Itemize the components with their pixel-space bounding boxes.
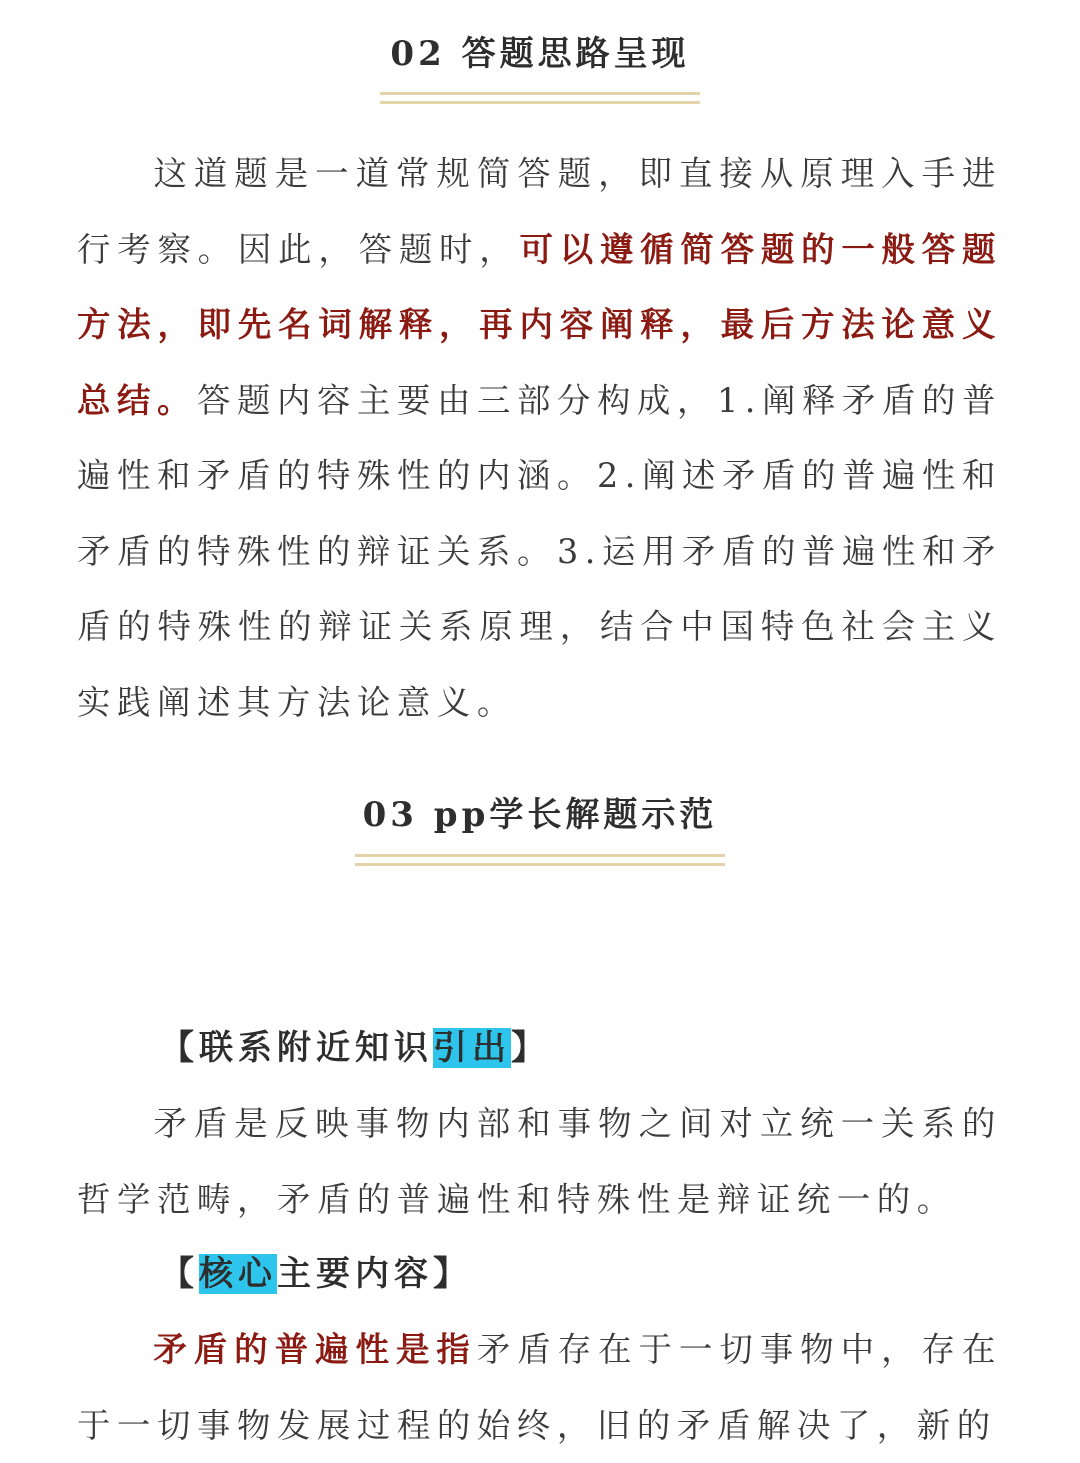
universality-text: 矛盾存在于一切事物中，存在于一切事物发展过程的始终，旧的矛盾解决了，新的 bbox=[77, 1330, 1002, 1445]
section-title-answer-approach: 02 答题思路呈现 bbox=[390, 34, 690, 74]
bracket-close: 】 bbox=[433, 1254, 472, 1294]
bracket-open: 【 bbox=[160, 1028, 199, 1068]
bracket-close: 】 bbox=[511, 1028, 550, 1068]
definition-text: 矛盾是反映事物内部和事物之间对立统一关系的哲学范畴，矛盾的普遍性和特殊性是辩证统一的。 bbox=[77, 1104, 1002, 1219]
contradiction-definition-paragraph bbox=[77, 1086, 1002, 1237]
paragraph-structure-text: 答题内容主要由三部分构成，1.阐释矛盾的普遍性和矛盾的特殊性的内涵。2.阐述矛盾的普遍性和矛盾的特殊性的辩证关系。3.运用矛盾的普遍性和矛盾的特殊性的辩证关系原理，结合中国特色社会主义实践阐述其方法论意义。 bbox=[77, 380, 1002, 722]
subhead-related-knowledge bbox=[160, 1023, 550, 1073]
subhead-text: 主要内容 bbox=[277, 1254, 433, 1294]
universality-paragraph bbox=[77, 1312, 1002, 1463]
answer-approach-paragraph bbox=[77, 136, 1002, 740]
highlighted-text: 核心 bbox=[199, 1254, 277, 1294]
highlighted-text: 引出 bbox=[433, 1028, 511, 1068]
title-underline-03 bbox=[355, 854, 725, 866]
subhead-text: 联系附近知识 bbox=[199, 1028, 433, 1068]
emphasis-method-text: 可以遵循简答题的一般答题方法，即先名词解释，再内容阐释，最后方法论意义总结。 bbox=[77, 229, 1002, 420]
bracket-open: 【 bbox=[160, 1254, 199, 1294]
title-underline-02 bbox=[380, 92, 700, 104]
paragraph-intro-text: 这道题是一道常规简答题，即直接从原理入手进行考察。因此，答题时， bbox=[77, 154, 1002, 269]
subhead-core-content bbox=[160, 1249, 472, 1299]
section-title-solution-demo: 03 pp学长解题示范 bbox=[362, 795, 718, 835]
emphasis-universality-text: 矛盾的普遍性是指 bbox=[153, 1330, 477, 1369]
